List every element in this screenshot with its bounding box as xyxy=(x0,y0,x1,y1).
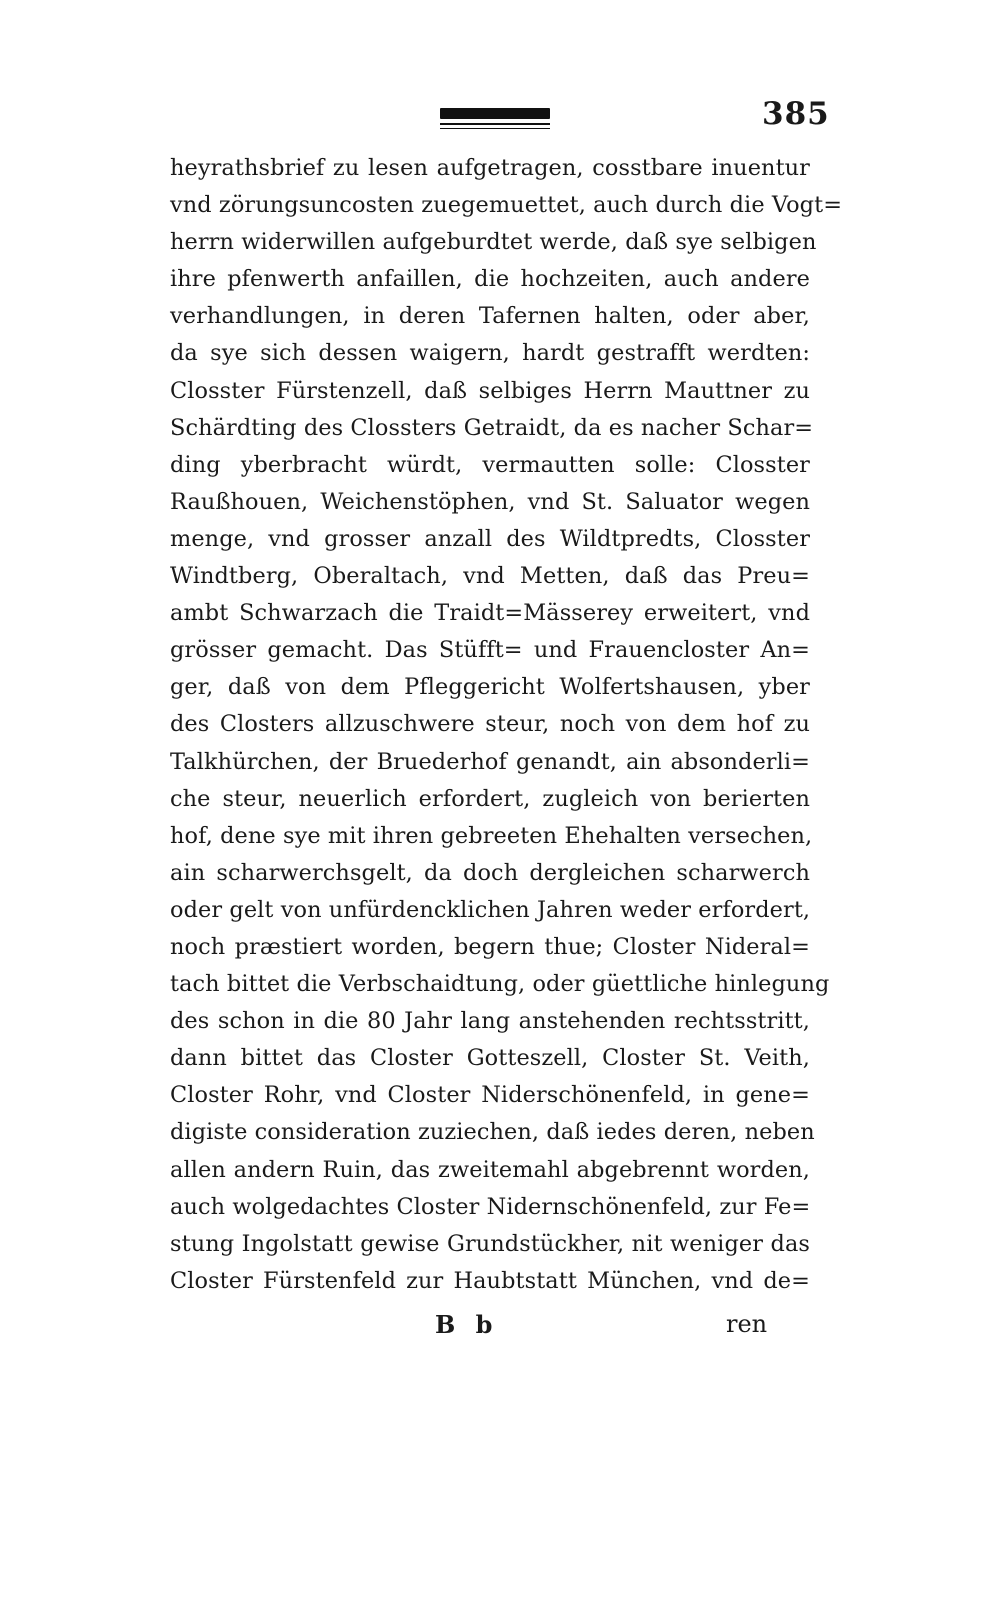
signature-mark: B b xyxy=(435,1310,499,1339)
rule-thin-bar xyxy=(440,123,550,125)
text-line: menge, vnd grosser anzall des Wildtpredts, Closster xyxy=(170,525,810,552)
text-line: des Closters allzuschwere steur, noch von dem hof zu xyxy=(170,711,810,738)
text-line: oder gelt von unfürdencklichen Jahren weder erfordert, xyxy=(170,896,811,923)
rule-thick-bar xyxy=(440,108,550,119)
text-line: Talkhürchen, der Bruederhof genandt, ain absonderli= xyxy=(170,748,810,775)
text-line: ain scharwerchsgelt, da doch dergleichen scharwerch xyxy=(170,859,810,886)
text-line: ihre pfenwerth anfaillen, die hochzeiten, auch andere xyxy=(170,266,810,293)
text-line: allen andern Ruin, das zweitemahl abgebrennt worden, xyxy=(170,1156,810,1183)
text-line: tach bittet die Verbschaidtung, oder güettliche hinlegung xyxy=(170,971,830,998)
text-line: des schon in die 80 Jahr lang anstehenden rechtsstritt, xyxy=(170,1008,810,1035)
rule-hairline-bar xyxy=(440,128,550,129)
text-line: Raußhouen, Weichenstöphen, vnd St. Saluator wegen xyxy=(170,488,810,515)
text-line: che steur, neuerlich erfordert, zugleich von berierten xyxy=(170,785,810,812)
text-line: da sye sich dessen waigern, hardt gestrafft werdten: xyxy=(170,340,810,367)
catchword: ren xyxy=(726,1310,768,1338)
text-line: Schärdting des Clossters Getraidt, da es nacher Schar= xyxy=(170,414,814,441)
text-line: herrn widerwillen aufgeburdtet werde, daß sye selbigen xyxy=(170,229,817,256)
text-line: ding yberbracht würdt, vermautten solle: Closster xyxy=(170,451,810,478)
text-line: grösser gemacht. Das Stüfft= und Frauencloster An= xyxy=(170,637,810,664)
text-line: ambt Schwarzach die Traidt=Mässerey erweitert, vnd xyxy=(170,600,810,627)
text-line: hof, dene sye mit ihren gebreeten Ehehalten versechen, xyxy=(170,822,813,849)
body-text xyxy=(170,150,843,1300)
text-line: stung Ingolstatt gewise Grundstückher, nit weniger das xyxy=(170,1230,810,1257)
text-line: dann bittet das Closter Gotteszell, Closter St. Veith, xyxy=(170,1045,810,1072)
text-line: vnd zörungsuncosten zuegemuettet, auch durch die Vogt= xyxy=(170,192,843,219)
text-line: verhandlungen, in deren Tafernen halten, oder aber, xyxy=(170,303,810,330)
text-line: Closter Fürstenfeld zur Haubtstatt München, vnd de= xyxy=(170,1267,810,1294)
text-line: noch præstiert worden, begern thue; Closter Nideral= xyxy=(170,933,810,960)
header-ornament-rule xyxy=(440,108,550,129)
text-line: ger, daß von dem Pfleggericht Wolfertshausen, yber xyxy=(170,674,810,701)
text-line: Closter Rohr, vnd Closter Niderschönenfeld, in gene= xyxy=(170,1082,810,1109)
text-line: digiste consideration zuziechen, daß iedes deren, neben xyxy=(170,1119,815,1146)
text-line: Windtberg, Oberaltach, vnd Metten, daß das Preu= xyxy=(170,563,810,590)
text-line: Closster Fürstenzell, daß selbiges Herrn Mauttner zu xyxy=(170,377,810,404)
text-line: auch wolgedachtes Closter Nidernschönenfeld, zur Fe= xyxy=(170,1193,811,1220)
text-line: heyrathsbrief zu lesen aufgetragen, cosstbare inuentur xyxy=(170,155,810,181)
page-number: 385 xyxy=(762,96,830,132)
page-footer xyxy=(0,1310,1000,1350)
